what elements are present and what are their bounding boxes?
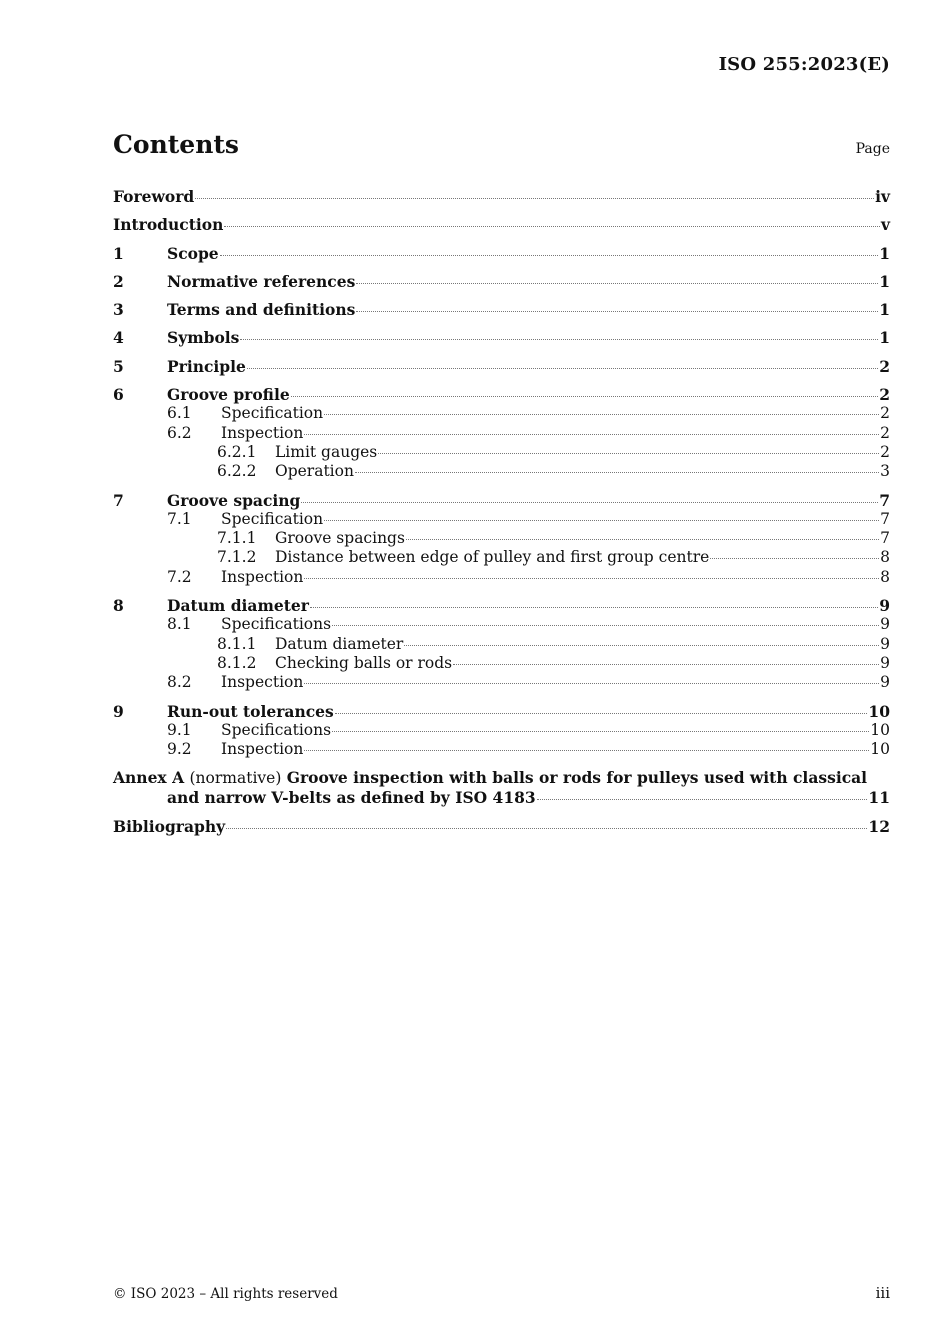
toc-entry-number: 5 xyxy=(113,356,124,376)
toc-entry-label: Inspection xyxy=(221,673,304,692)
toc-entry-number: 7.1.1 xyxy=(217,529,257,548)
toc-entry-number: 4 xyxy=(113,328,124,348)
dot-leader xyxy=(324,414,879,415)
toc-entry-number: 9 xyxy=(113,701,124,721)
dot-leader xyxy=(710,558,879,559)
toc-entry-label: Inspection xyxy=(221,423,304,442)
dot-leader xyxy=(356,283,878,284)
page-title: Contents xyxy=(113,130,240,159)
toc-entry-label: Terms and definitions xyxy=(167,300,356,320)
toc-entry-number: 7 xyxy=(113,490,124,510)
toc-entry[interactable] xyxy=(113,404,890,423)
toc-entry-page-number: 1 xyxy=(879,300,890,320)
dot-leader xyxy=(378,453,879,454)
toc-entry-page-number: 2 xyxy=(879,356,890,376)
toc-entry-number: 9.1 xyxy=(167,720,192,739)
toc-entry-page-number: 7 xyxy=(880,529,890,548)
toc-entry-label: Specifications xyxy=(221,615,332,634)
annex-title-line1: Groove inspection with balls or rods for pulleys used with classical xyxy=(286,768,868,788)
dot-leader xyxy=(220,255,879,256)
toc-entry-page-number: 2 xyxy=(880,442,890,461)
toc-entry-label: Specification xyxy=(221,404,324,423)
toc-entry-number: 8.1 xyxy=(167,615,192,634)
toc-entry-page-number: 7 xyxy=(880,509,890,528)
annex-title-line2: and narrow V-belts as defined by ISO 4183 xyxy=(167,788,536,808)
toc-entry-label: Principle xyxy=(167,356,246,376)
toc-entry-number: 6 xyxy=(113,385,124,405)
dot-leader xyxy=(453,664,879,665)
toc-entry-number: 8.2 xyxy=(167,673,192,692)
toc-entry[interactable] xyxy=(113,721,890,740)
dot-leader xyxy=(304,683,879,684)
toc-entry-number: 8.1.1 xyxy=(217,634,257,653)
toc-entry-page-number: 7 xyxy=(879,490,890,510)
toc-entry-label: Checking balls or rods xyxy=(275,653,453,672)
toc-entry-page-number: 1 xyxy=(879,271,890,291)
toc-entry-page-number: 9 xyxy=(880,673,890,692)
toc-entry-number: 8 xyxy=(113,596,124,616)
toc-entry[interactable] xyxy=(113,385,890,404)
toc-entry[interactable] xyxy=(113,654,890,673)
toc-entry-label: Specification xyxy=(221,509,324,528)
toc-entry[interactable] xyxy=(113,702,890,721)
dot-leader xyxy=(356,311,878,312)
toc-entry-page-number: 8 xyxy=(880,567,890,586)
toc-entry-label: Datum diameter xyxy=(275,634,404,653)
toc-entry-number: 9.2 xyxy=(167,740,192,759)
footer-page-number: iii xyxy=(875,1284,890,1302)
dot-leader xyxy=(304,578,879,579)
toc-entry[interactable] xyxy=(113,548,890,567)
dot-leader xyxy=(304,434,879,435)
toc-entry[interactable] xyxy=(113,615,890,634)
toc-entry-page-number: 10 xyxy=(868,701,890,721)
toc-entry[interactable] xyxy=(113,635,890,654)
toc-entry-page-number: 2 xyxy=(879,385,890,405)
toc-entry[interactable] xyxy=(113,491,890,510)
dot-leader xyxy=(304,750,869,751)
toc-entry-label: Run-out tolerances xyxy=(167,701,334,721)
document-id: ISO 255:2023(E) xyxy=(718,54,890,75)
dot-leader xyxy=(332,625,879,626)
dot-leader xyxy=(224,226,880,227)
toc-entry-label: Datum diameter xyxy=(167,596,309,616)
toc-entry-number: 7.1.2 xyxy=(217,548,257,567)
toc-entry-page-number: 9 xyxy=(879,596,890,616)
toc-entry-label: Groove spacings xyxy=(275,529,405,548)
toc-entry-label: Limit gauges xyxy=(275,442,378,461)
toc-entry[interactable] xyxy=(113,272,890,291)
toc-entry[interactable] xyxy=(113,244,890,263)
toc-entry[interactable] xyxy=(113,673,890,692)
table-of-contents xyxy=(113,184,890,837)
toc-entry-number: 6.2.1 xyxy=(217,442,257,461)
toc-entry-page-number: 1 xyxy=(879,243,890,263)
toc-entry[interactable] xyxy=(113,510,890,529)
annex-page-number: 11 xyxy=(868,788,890,808)
dot-leader xyxy=(406,539,879,540)
toc-entry-number: 6.2 xyxy=(167,423,192,442)
dot-leader xyxy=(226,828,867,829)
toc-entry-number: 8.1.2 xyxy=(217,653,257,672)
toc-entry-label: Operation xyxy=(275,462,354,481)
dot-leader xyxy=(310,607,878,608)
dot-leader xyxy=(301,502,878,503)
annex-prefix: Annex A xyxy=(113,768,185,788)
dot-leader xyxy=(332,731,869,732)
toc-entry-annex-a[interactable] xyxy=(113,768,890,808)
toc-entry-page-number: 9 xyxy=(880,615,890,634)
toc-entry[interactable] xyxy=(113,215,890,234)
toc-entry-label: Groove profile xyxy=(167,385,290,405)
toc-entry-page-number: 2 xyxy=(880,423,890,442)
dot-leader xyxy=(537,799,868,800)
toc-entry-label: Groove spacing xyxy=(167,490,301,510)
toc-entry[interactable] xyxy=(113,462,890,481)
annex-type: (normative) xyxy=(189,769,282,788)
toc-entry-page-number: 8 xyxy=(880,548,890,567)
toc-entry-page-number: 9 xyxy=(880,653,890,672)
toc-entry-bibliography[interactable] xyxy=(113,817,890,836)
dot-leader xyxy=(355,472,879,473)
toc-entry-number: 7.1 xyxy=(167,509,192,528)
dot-leader xyxy=(240,339,878,340)
toc-entry-number: 7.2 xyxy=(167,567,192,586)
toc-entry[interactable] xyxy=(113,596,890,615)
toc-entry[interactable] xyxy=(113,740,890,759)
toc-entry-number: 6.1 xyxy=(167,404,192,423)
dot-leader xyxy=(324,520,879,521)
toc-entry-page-number: 1 xyxy=(879,328,890,348)
toc-entry-page-number: 2 xyxy=(880,404,890,423)
toc-entry-label: Distance between edge of pulley and first group centre xyxy=(275,548,710,567)
toc-entry-label: Inspection xyxy=(221,567,304,586)
footer-copyright: © ISO 2023 – All rights reserved xyxy=(113,1286,338,1302)
toc-entry-page-number: 10 xyxy=(870,740,890,759)
bibliography-label: Bibliography xyxy=(113,817,226,837)
dot-leader xyxy=(335,713,868,714)
toc-entry-label: Symbols xyxy=(167,328,240,348)
dot-leader xyxy=(247,368,878,369)
toc-entry-label: Inspection xyxy=(221,740,304,759)
toc-entry-number: 2 xyxy=(113,271,124,291)
toc-entry[interactable] xyxy=(113,529,890,548)
toc-entry-page-number: v xyxy=(880,215,890,235)
toc-entry[interactable] xyxy=(113,300,890,319)
toc-entry-label: Normative references xyxy=(167,271,356,291)
toc-entry-number: 6.2.2 xyxy=(217,462,257,481)
toc-entry-number: 1 xyxy=(113,243,124,263)
toc-entries xyxy=(113,187,890,759)
toc-entry[interactable] xyxy=(113,328,890,347)
toc-entry-label: Introduction xyxy=(113,215,224,235)
toc-entry-page-number: iv xyxy=(875,187,890,206)
toc-entry-label: Foreword xyxy=(113,187,195,206)
toc-entry-number: 3 xyxy=(113,300,124,320)
toc-entry-page-number: 3 xyxy=(880,462,890,481)
toc-entry[interactable] xyxy=(113,357,890,376)
toc-entry-label: Scope xyxy=(167,243,219,263)
toc-entry[interactable] xyxy=(113,568,890,587)
bibliography-page-number: 12 xyxy=(868,817,890,837)
page-column-heading: Page xyxy=(855,141,890,157)
toc-entry[interactable] xyxy=(113,424,890,443)
toc-entry-page-number: 9 xyxy=(880,634,890,653)
toc-entry[interactable] xyxy=(113,443,890,462)
toc-entry-label: Specifications xyxy=(221,720,332,739)
toc-entry-page-number: 10 xyxy=(870,720,890,739)
dot-leader xyxy=(291,396,878,397)
dot-leader xyxy=(195,198,874,199)
toc-entry[interactable] xyxy=(113,187,890,206)
dot-leader xyxy=(404,645,879,646)
